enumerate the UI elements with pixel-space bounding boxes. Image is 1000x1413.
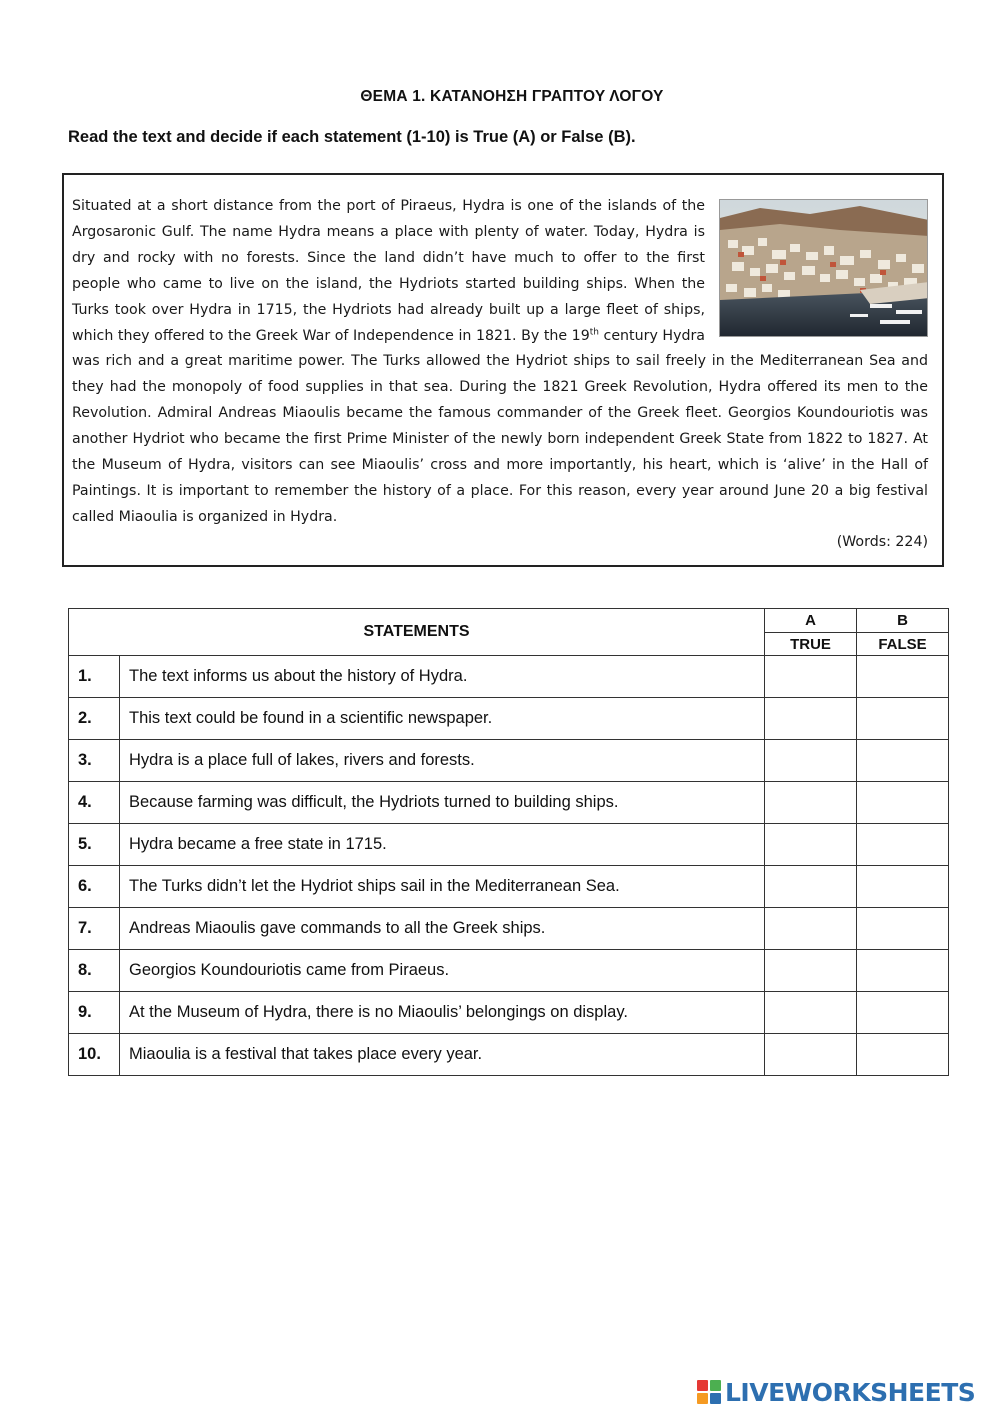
answer-cell-false[interactable] <box>857 698 949 740</box>
answer-cell-true[interactable] <box>765 866 857 908</box>
reading-passage-box <box>62 173 944 567</box>
answer-cell-false[interactable] <box>857 824 949 866</box>
answer-cell-true[interactable] <box>765 698 857 740</box>
statement-row <box>69 824 949 866</box>
statement-text: Andreas Miaoulis gave commands to all the Greek ships. <box>120 908 765 950</box>
statement-number: 2. <box>69 698 120 740</box>
answer-cell-false[interactable] <box>857 908 949 950</box>
statement-number: 3. <box>69 740 120 782</box>
statement-number: 6. <box>69 866 120 908</box>
answer-cell-false[interactable] <box>857 992 949 1034</box>
statement-number: 10. <box>69 1034 120 1076</box>
statement-row <box>69 992 949 1034</box>
instruction-text: Read the text and decide if each statement (1-10) is True (A) or False (B). <box>68 128 636 146</box>
answer-cell-true[interactable] <box>765 824 857 866</box>
statement-row <box>69 698 949 740</box>
statement-row <box>69 740 949 782</box>
statement-number: 1. <box>69 656 120 698</box>
answer-cell-true[interactable] <box>765 950 857 992</box>
answer-cell-false[interactable] <box>857 656 949 698</box>
statement-text: At the Museum of Hydra, there is no Miaoulis’ belongings on display. <box>120 992 765 1034</box>
hydra-harbour-photo <box>719 199 928 337</box>
statement-row <box>69 782 949 824</box>
statement-number: 8. <box>69 950 120 992</box>
statement-text: The text informs us about the history of Hydra. <box>120 656 765 698</box>
statement-text: Georgios Koundouriotis came from Piraeus. <box>120 950 765 992</box>
statement-text: Hydra became a free state in 1715. <box>120 824 765 866</box>
answer-cell-true[interactable] <box>765 1034 857 1076</box>
statement-text: This text could be found in a scientific newspaper. <box>120 698 765 740</box>
statement-text: The Turks didn’t let the Hydriot ships sail in the Mediterranean Sea. <box>120 866 765 908</box>
answer-cell-true[interactable] <box>765 908 857 950</box>
statement-text: Hydra is a place full of lakes, rivers and forests. <box>120 740 765 782</box>
statement-row <box>69 908 949 950</box>
statement-number: 4. <box>69 782 120 824</box>
passage-text-part1: Situated at a short distance from the port of Piraeus, Hydra is one of the islands of the Argosaronic Gulf. The name Hydra means a place with plenty of water. Today, Hydra is dry and rocky with no forests. Since the land didn’t have much to offer to the first people who came to live on the island, the Hydriots started building ships. When the Turks took over Hydra in 1715, the Hydriots had already built up a large fleet of ships, which they offered to the Greek War of Independence in 1821. By the 19 <box>72 198 705 344</box>
answer-cell-false[interactable] <box>857 782 949 824</box>
answer-cell-false[interactable] <box>857 950 949 992</box>
answer-cell-true[interactable] <box>765 740 857 782</box>
column-b-label: FALSE <box>857 633 949 656</box>
statement-number: 5. <box>69 824 120 866</box>
answer-cell-false[interactable] <box>857 1034 949 1076</box>
statement-text: Miaoulia is a festival that takes place every year. <box>120 1034 765 1076</box>
answer-cell-true[interactable] <box>765 992 857 1034</box>
liveworksheets-logo <box>697 1378 975 1406</box>
passage-text-part2: century Hydra was rich and a great maritime power. The Turks allowed the Hydriot ships to sail freely in the Mediterranean Sea and they had the monopoly of food supplies in that sea. During the 1821 Greek Revolution, Hydra offered its men to the Revolution. Admiral Andreas Miaoulis became the famous commander of the Greek fleet. Georgios Koundouriotis was another Hydriot who became the first Prime Minister of the newly born independent Greek State from 1822 to 1827. At the Museum of Hydra, visitors can see Miaoulis’ cross and more importantly, his heart, which is ‘alive’ in the Hall of Paintings. It is important to remember the history of a place. For this reason, every year around June 20 a big festival called Miaoulia is organized in Hydra. <box>72 327 928 525</box>
column-a-letter: A <box>765 609 857 633</box>
answer-cell-true[interactable] <box>765 656 857 698</box>
liveworksheets-logo-icon <box>697 1380 721 1404</box>
column-b-letter: B <box>857 609 949 633</box>
answer-cell-true[interactable] <box>765 782 857 824</box>
statement-row <box>69 950 949 992</box>
statement-row <box>69 1034 949 1076</box>
answer-cell-false[interactable] <box>857 866 949 908</box>
ordinal-suffix: th <box>589 326 599 337</box>
statement-row <box>69 866 949 908</box>
word-count: (Words: 224) <box>836 533 928 550</box>
statement-row <box>69 656 949 698</box>
statements-table <box>68 608 949 1076</box>
statements-header: STATEMENTS <box>69 609 765 656</box>
statement-number: 9. <box>69 992 120 1034</box>
statement-text: Because farming was difficult, the Hydriots turned to building ships. <box>120 782 765 824</box>
liveworksheets-logo-text: LIVEWORKSHEETS <box>725 1377 976 1407</box>
page-title: ΘΕΜΑ 1. ΚΑΤΑΝΟΗΣΗ ΓΡΑΠΤΟΥ ΛΟΓΟΥ <box>360 88 664 105</box>
statement-number: 7. <box>69 908 120 950</box>
column-a-label: TRUE <box>765 633 857 656</box>
answer-cell-false[interactable] <box>857 740 949 782</box>
